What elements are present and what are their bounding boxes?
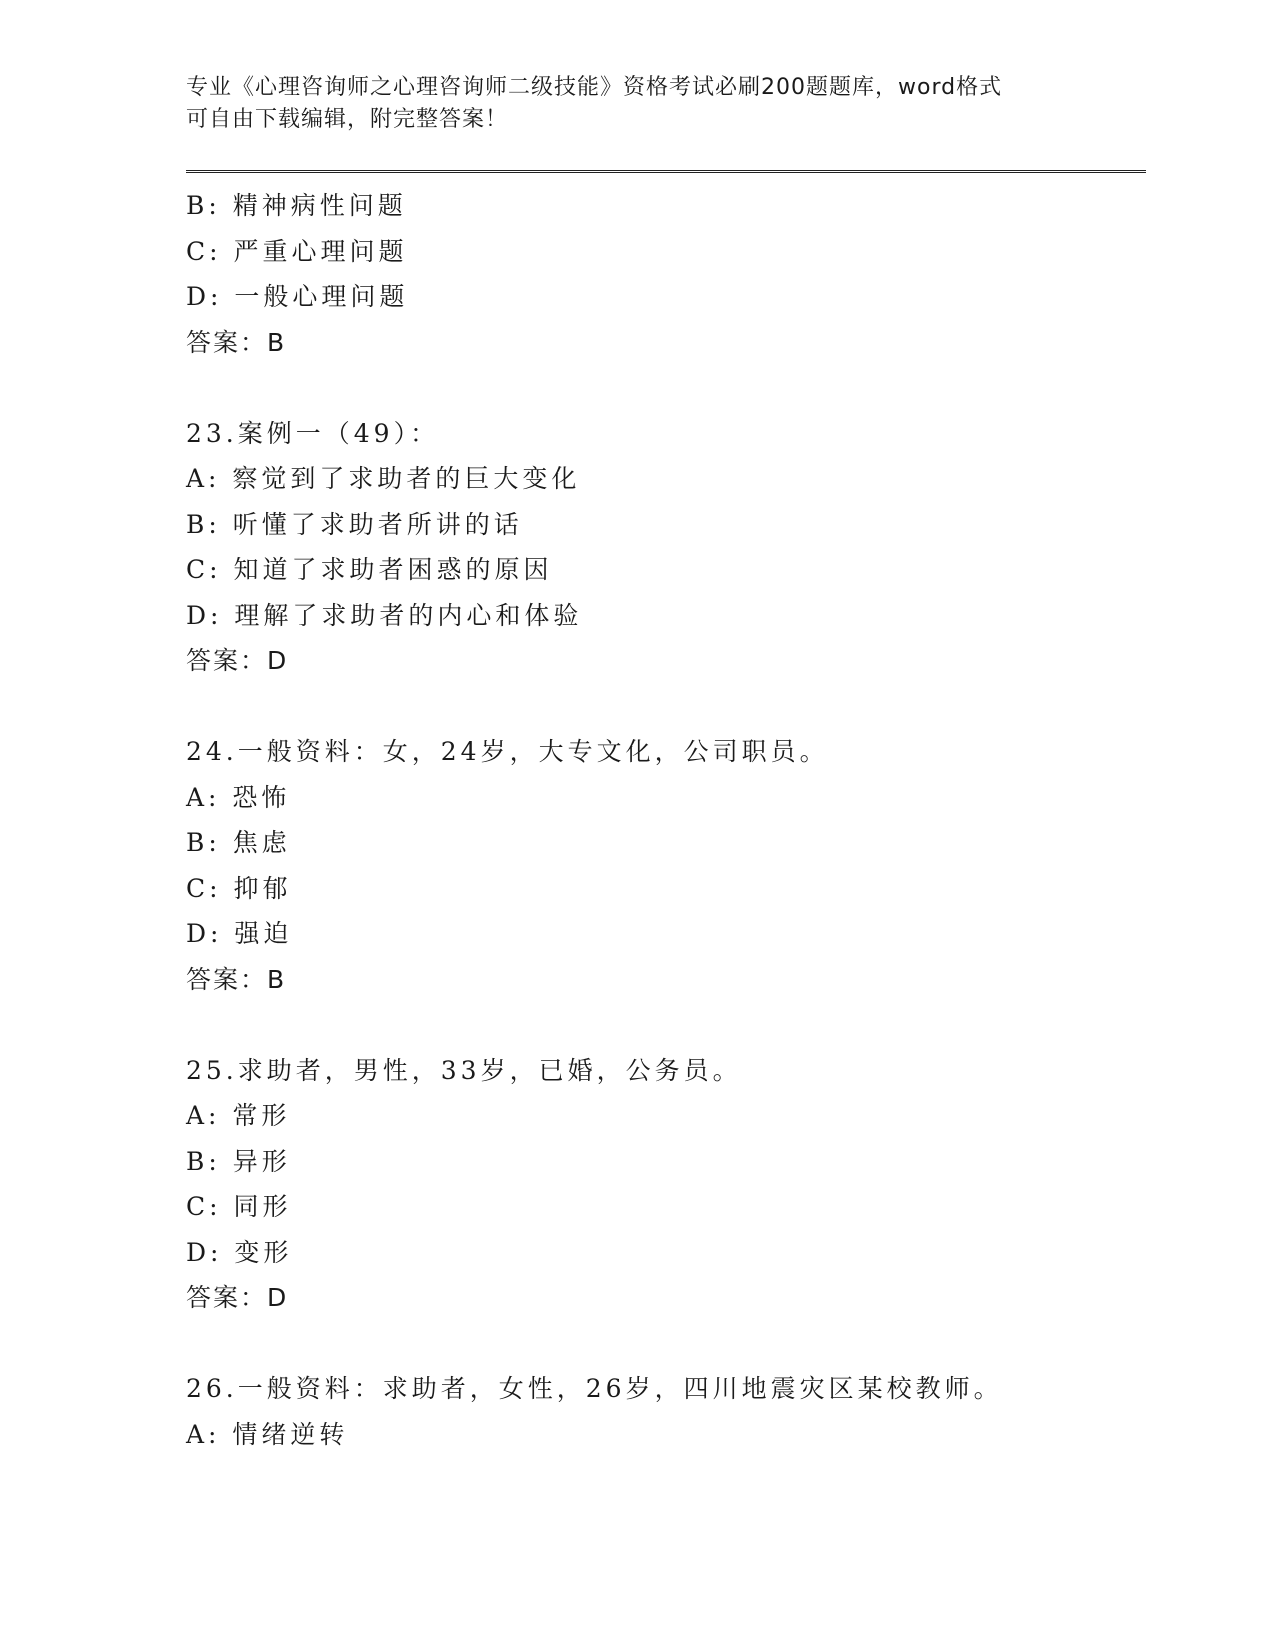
q25-title: 25.求助者，男性，33岁，已婚，公务员。 [186, 1055, 742, 1085]
q26-option-a: A: 情绪逆转 [186, 1419, 349, 1449]
q24-answer: 答案：B [186, 964, 287, 994]
q23-title: 23.案例一（49）： [186, 418, 440, 448]
spacer [186, 1002, 1146, 1048]
spacer [186, 365, 1146, 411]
q25-option-b: B: 异形 [186, 1146, 291, 1176]
q24-option-d: D: 强迫 [186, 919, 293, 948]
header-divider [186, 170, 1146, 173]
q23-option-a: A: 察觉到了求助者的巨大变化 [186, 464, 581, 493]
spacer [186, 1321, 1146, 1367]
q23-option-b: B: 听懂了求助者所讲的话 [186, 509, 523, 539]
spacer [186, 684, 1146, 730]
header-line-2: 可自由下载编辑，附完整答案！ [186, 107, 509, 132]
q23-option-d: D: 理解了求助者的内心和体验 [186, 600, 583, 630]
document-page [186, 72, 1146, 1457]
q26-title: 26.一般资料：求助者，女性，26岁，四川地震灾区某校教师。 [186, 1374, 1003, 1403]
q24-option-c: C: 抑郁 [186, 873, 292, 903]
q24-option-a: A: 恐怖 [186, 782, 291, 812]
q25-answer: 答案：D [186, 1283, 289, 1312]
q24-option-b: B: 焦虑 [186, 828, 291, 857]
header-line-1: 专业《心理咨询师之心理咨询师二级技能》资格考试必刷200题题库，word格式 [186, 75, 1003, 100]
q22-option-c: C: 严重心理问题 [186, 236, 408, 266]
document-header [186, 72, 1066, 136]
q25-option-a: A: 常形 [186, 1101, 291, 1130]
q22-option-d: D: 一般心理问题 [186, 282, 409, 311]
q23-option-c: C: 知道了求助者困惑的原因 [186, 555, 553, 584]
q22-answer: 答案：B [186, 327, 287, 357]
q25-option-d: D: 变形 [186, 1237, 293, 1267]
question-list [186, 183, 1146, 1457]
q24-title: 24.一般资料：女，24岁，大专文化，公司职员。 [186, 737, 829, 766]
q22-option-b: B: 精神病性问题 [186, 191, 407, 220]
q25-option-c: C: 同形 [186, 1192, 292, 1221]
q23-answer: 答案：D [186, 646, 289, 675]
